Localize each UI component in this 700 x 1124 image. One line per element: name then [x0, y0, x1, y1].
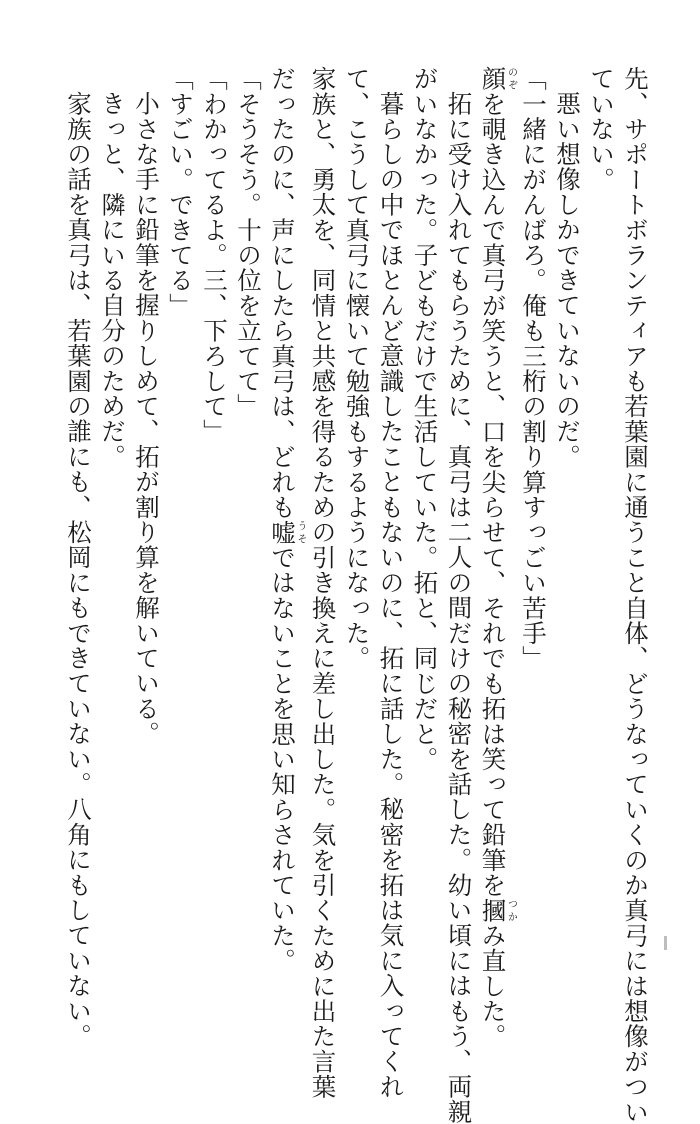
text-line-6: 拓に受け入れてもらうために、真弓は二人の間だけの秘密を話した。幼い頃にはもう、両親 [444, 90, 474, 1124]
ruby-base-nozo: 顔 [478, 66, 508, 92]
text-line-8: 暮らしの中でほとんど意識したこともないのに、拓に話した。秘密を拓は気に入ってくれ [376, 90, 406, 1099]
ruby-reading-uso: うそ [295, 519, 306, 545]
text-line-4: 「一緒にがんばろ。俺も三桁の割り算すっごい苦手」 [519, 66, 548, 671]
text-line-11 [265, 66, 306, 974]
text-line-1: 先、サポートボランティアも若葉園に通うこと自体、どうなっていくのか真弓には想像がつい [621, 66, 650, 1124]
ruby-nozo [478, 66, 517, 92]
text-line-17: 家族の話を真弓は、若葉園の誰にも、松岡にもできていない。八角にもしていない。 [64, 90, 93, 1049]
text-line-12: 「そうそう。十の位を立てて」 [234, 66, 263, 419]
text-line-5 [476, 66, 517, 1049]
ruby-reading-tsuka: つか [505, 897, 517, 923]
text-line-14: 「すごい。できてる」 [166, 66, 195, 318]
text-line-2: ていない。 [587, 66, 616, 192]
text-line-10: 家族と、勇太を、同情と共感を得るための引き換えに差し出した。気を引くために出た言葉 [308, 66, 338, 1100]
vertical-text-body [61, 66, 652, 1124]
ruby-uso [268, 519, 306, 545]
text-line-5-tail: み直した。 [478, 922, 508, 1049]
ruby-base-uso: 嘘 [268, 519, 297, 545]
text-line-7: がいなかった。子どもだけで生活していた。拓と、同じだと。 [410, 66, 440, 772]
ruby-base-tsuka: 摑 [478, 897, 508, 923]
text-line-3: 悪い想像しかできていないのだ。 [553, 90, 582, 469]
ruby-tsuka [478, 897, 517, 923]
text-line-15: 小さな手に鉛筆を握りしめて、拓が割り算を解いている。 [132, 90, 161, 746]
text-line-11-tail: ではないことを思い知らされていた。 [268, 544, 297, 974]
text-line-9: て、こうして真弓に懐いて勉強もするようになった。 [342, 66, 372, 671]
text-line-11-body: だったのに、声にしたら真弓は、どれも [268, 66, 297, 520]
ruby-reading-nozo: のぞ [505, 66, 517, 92]
text-line-5-body: を覗き込んで真弓が笑うと、口を尖らせて、それでも拓は笑って鉛筆を [478, 91, 508, 898]
text-line-16: きっと、隣にいる自分のためだ。 [98, 90, 127, 469]
text-line-13: 「わかってるよ。三、下ろして」 [200, 66, 229, 444]
margin-mark [664, 936, 667, 950]
